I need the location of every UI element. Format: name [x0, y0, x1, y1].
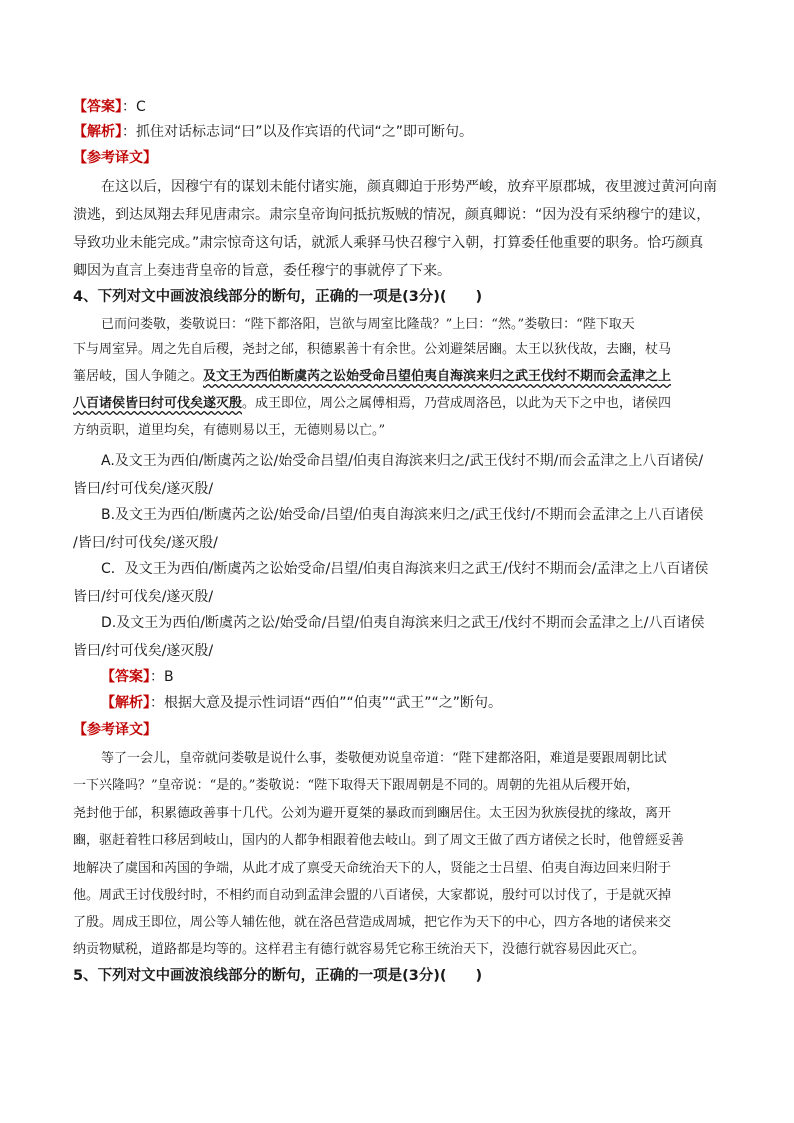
passage-line: 下与周室异。周之先自后稷，尧封之邰，积德累善十有余世。公刘避桀居豳。太王以狄伐故，去豳，杖马 — [73, 342, 672, 357]
reference-translation-label: 【参考译文】 — [73, 150, 157, 166]
translation-line: 在这以后，因穆宁有的谋划未能付诸实施，颜真卿迫于形势严峻，放弃平原郡城，夜里渡过黄河向南 — [101, 179, 717, 195]
translation-line: 等了一会儿，皇帝就问娄敬是说什么事，娄敬便劝说皇帝道：“陛下建都洛阳，难道是要跟周朝比试 — [101, 751, 667, 766]
wavy-underlined-passage: 八百诸侯皆曰纣可伐矣遂灭殷 — [73, 396, 243, 411]
option-b-cont: /皆曰/纣可伐矣/遂灭殷/ — [73, 535, 218, 551]
passage-line: 已而问娄敬，娄敬说曰：“陛下都洛阳，岂欲与周室比隆哉？”上曰：“然。”娄敬曰：“陛下取天 — [101, 317, 635, 332]
option-b: B.及文王为西伯/断虞芮之讼/始受命/吕望/伯夷自海滨来归之/武王伐纣/不期而会孟津之上八百诸侯 — [101, 507, 704, 523]
answer-value: ：B — [150, 669, 174, 685]
translation-line: 溃逃，到达凤翔去拜见唐肃宗。肃宗皇帝询问抵抗叛贼的情况，颜真卿说：“因为没有采纳穆宁的建议， — [73, 207, 711, 223]
analysis-line — [73, 122, 473, 142]
option-a: A.及文王为西伯/断虞芮之讼/始受命吕望/伯夷自海滨来归之/武王伐纣不期/而会孟津之上八百诸侯/ — [101, 453, 704, 469]
option-a-cont: 皆曰/纣可伐矣/遂灭殷/ — [73, 481, 214, 497]
answer-value: ：C — [122, 99, 146, 115]
answer-label: 【答案】 — [73, 99, 122, 115]
option-c-cont: 皆曰/纣可伐矣/遂灭殷/ — [73, 589, 214, 605]
translation-line: 他。周武王讨伐殷纣时，不相约而自动到孟津会盟的八百诸侯，大家都说，殷纣可以讨伐了，于是就灭掉 — [73, 888, 672, 903]
wavy-underlined-passage: 及文王为西伯断虞芮之讼始受命吕望伯夷自海滨来归之武王伐纣不期而会孟津之上 — [203, 369, 672, 384]
answer-line — [101, 667, 174, 687]
translation-line: 卿因为直言上奏违背皇帝的旨意，委任穆宁的事就停了下来。 — [73, 263, 451, 279]
answer-line — [73, 97, 146, 117]
question-5-title: 5、下列对文中画波浪线部分的断句，正确的一项是(3分)( ) — [73, 968, 483, 984]
passage-text: 箠居岐，国人争随之。 — [73, 369, 204, 384]
analysis-text: ：根据大意及提示性词语“西伯”“伯夷”“武王”“之”断句。 — [150, 695, 503, 711]
option-d-cont: 皆曰/纣可伐矣/遂灭殷/ — [73, 643, 214, 659]
passage-line: 方纳贡职，道里均矣，有德则易以王，无德则易以亡。” — [73, 423, 386, 438]
option-d: D.及文王为西伯/断虞芮之讼/始受命/吕望/伯夷自海滨来归之武王/伐纣不期而会孟津之上/八百诸侯 — [101, 615, 705, 631]
passage-line — [73, 367, 671, 387]
passage-line — [73, 394, 671, 414]
analysis-text: ：抓住对话标志词“曰”以及作宾语的代词“之”即可断句。 — [122, 124, 474, 140]
analysis-line — [101, 693, 502, 713]
translation-line: 一下兴隆吗？”皇帝说：“是的。”娄敬说：“陛下取得天下跟周朝是不同的。周朝的先祖从后稷开始， — [73, 778, 640, 793]
translation-line: 豳，驱赶着牲口移居到岐山，国内的人都争相跟着他去岐山。到了周文王做了西方诸侯之长时，他曾經妥善 — [73, 833, 685, 848]
translation-line: 纳贡物赋税，道路都是均等的。这样君主有德行就容易凭它称王统治天下，没德行就容易因此灭亡。 — [73, 942, 646, 957]
translation-line: 导致功业未能完成。”肃宗惊奇这句话，就派人乘驿马快召穆宁入朝，打算委任他重要的职务。恰巧颜真 — [73, 235, 704, 251]
analysis-label: 【解析】 — [101, 695, 150, 711]
passage-text: 。成王即位，周公之属傅相焉，乃营成周洛邑，以此为天下之中也，诸侯四 — [242, 396, 672, 411]
analysis-label: 【解析】 — [73, 124, 122, 140]
translation-line: 地解决了虞国和芮国的争端，从此才成了禀受天命统治天下的人，贤能之士吕望、伯夷自海边回来归附于 — [73, 861, 672, 876]
translation-line: 了殷。周成王即位，周公等人辅佐他，就在洛邑营造成周城，把它作为天下的中心，四方各地的诸侯来交 — [73, 915, 672, 930]
question-4-title: 4、下列对文中画波浪线部分的断句，正确的一项是(3分)( ) — [73, 289, 483, 305]
translation-line: 尧封他于邰，积累德政善事十几代。公刘为避开夏桀的暴政而到豳居住。太王因为狄族侵扰的缘故，离开 — [73, 806, 672, 821]
option-c: C．及文王为西伯/断虞芮之讼始受命/吕望/伯夷自海滨来归之武王/伐纣不期而会/孟津之上八百诸侯 — [101, 561, 709, 577]
reference-translation-label: 【参考译文】 — [73, 722, 157, 738]
answer-label: 【答案】 — [101, 669, 150, 685]
